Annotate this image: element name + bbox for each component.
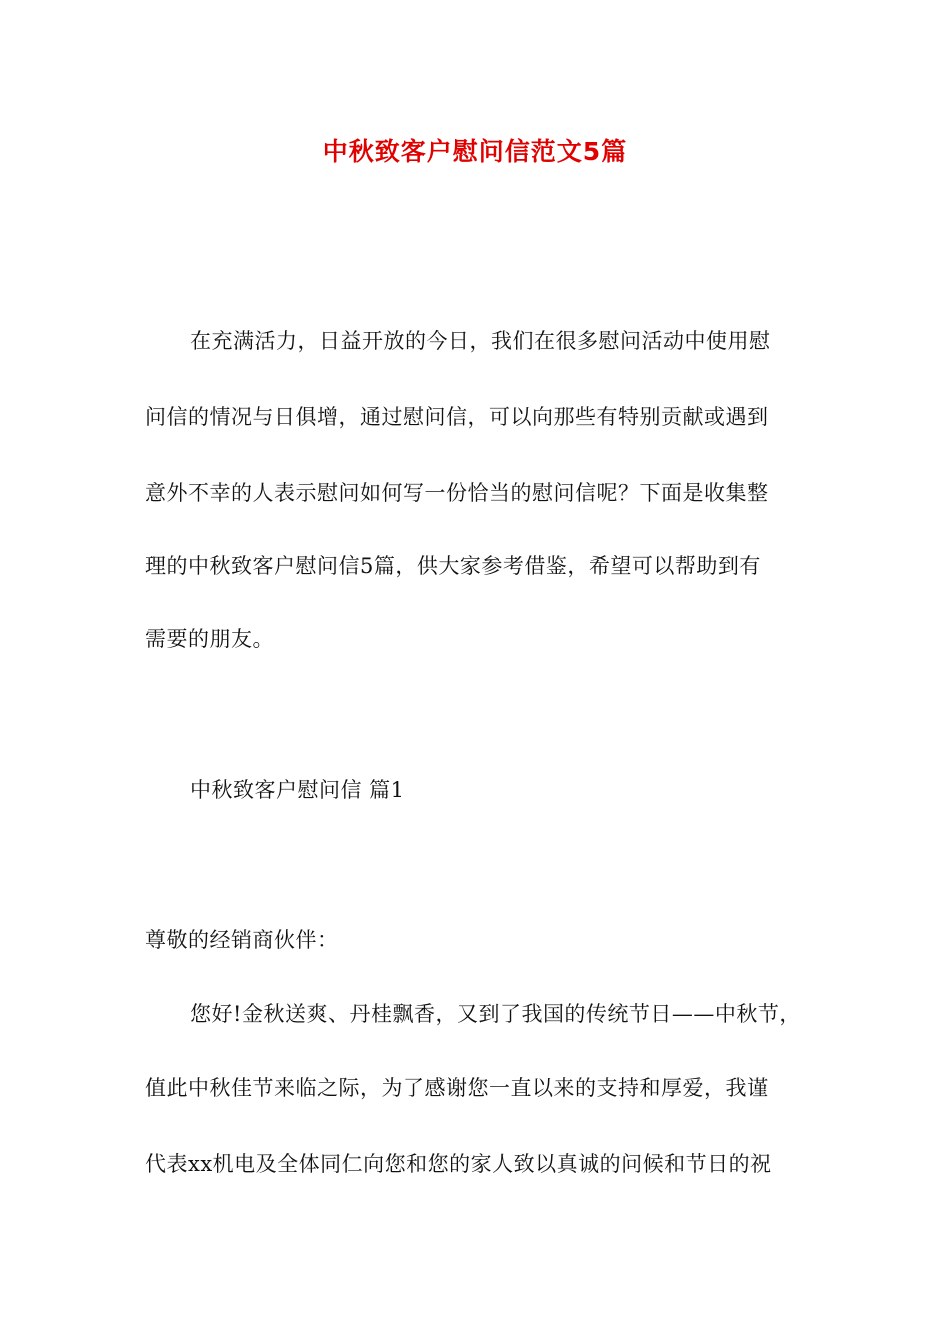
intro-line-5: 需要的朋友。 xyxy=(145,627,274,651)
salutation: 尊敬的经销商伙伴： xyxy=(145,928,339,952)
intro-line-1: 在充满活力，日益开放的今日，我们在很多慰问活动中使用慰 xyxy=(190,329,771,353)
intro-line-3: 意外不幸的人表示慰问如何写一份恰当的慰问信呢？下面是收集整 xyxy=(145,481,769,505)
intro-line-2: 问信的情况与日俱增，通过慰问信，可以向那些有特别贡献或遇到 xyxy=(145,405,769,429)
document-title: 中秋致客户慰问信范文5篇 xyxy=(322,137,628,166)
body-line-2: 值此中秋佳节来临之际，为了感谢您一直以来的支持和厚爱，我谨 xyxy=(145,1076,769,1100)
intro-line-4: 理的中秋致客户慰问信5篇，供大家参考借鉴，希望可以帮助到有 xyxy=(145,554,761,578)
body-line-3: 代表xx机电及全体同仁向您和您的家人致以真诚的问候和节日的祝 xyxy=(145,1152,772,1176)
body-line-1: 您好!金秋送爽、丹桂飘香，又到了我国的传统节日——中秋节， xyxy=(190,1002,801,1026)
section-heading: 中秋致客户慰问信 篇1 xyxy=(190,778,405,802)
